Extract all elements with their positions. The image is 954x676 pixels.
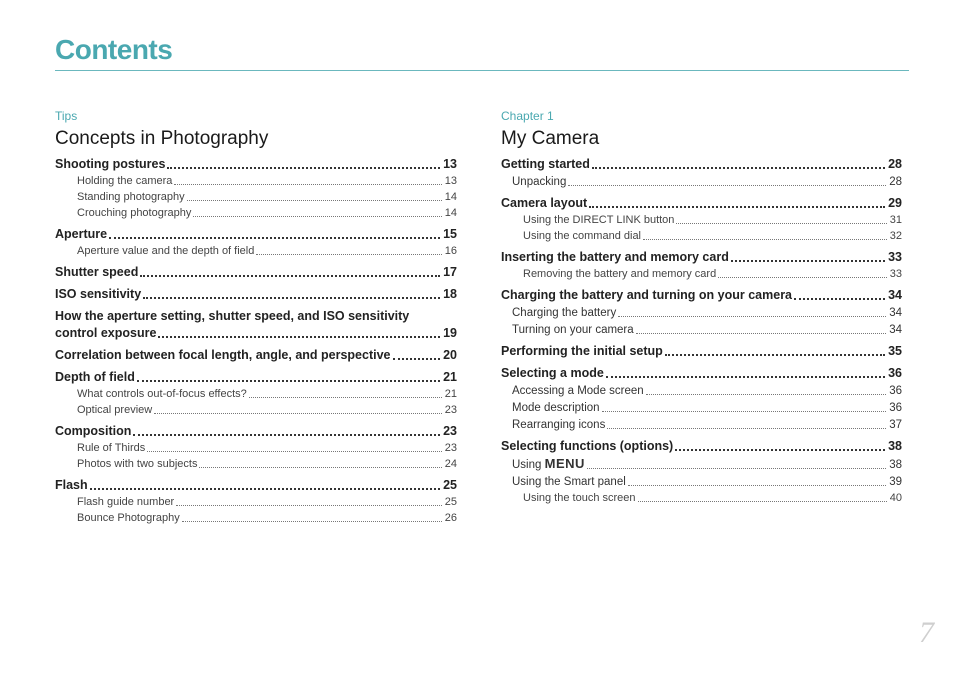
toc-entry-page: 37: [889, 419, 902, 431]
toc-subentry[interactable]: [55, 386, 457, 402]
toc-subentry[interactable]: [501, 417, 902, 433]
toc-entry-label: [512, 456, 585, 473]
toc-entry-page: 38: [889, 459, 902, 471]
toc-entry-label: Bounce Photography: [77, 512, 180, 524]
toc-entry-page: 28: [889, 176, 902, 188]
toc-entry[interactable]: [55, 369, 457, 386]
leader-dots: [636, 333, 887, 334]
toc-entry-label: Aperture: [55, 227, 108, 241]
toc-entry-label: What controls out-of-focus effects?: [77, 388, 247, 400]
toc-subentry[interactable]: [55, 173, 457, 189]
leader-dots: [193, 216, 441, 217]
toc-entry-label: Selecting a mode: [501, 366, 604, 380]
leader-dots: [176, 505, 442, 506]
toc-entry[interactable]: [55, 286, 457, 303]
toc-entry-page: 36: [888, 366, 902, 380]
toc-subentry[interactable]: [55, 510, 457, 526]
toc-subentry[interactable]: [501, 490, 902, 506]
toc-entry-label: Removing the battery and memory card: [523, 268, 717, 280]
leader-dots: [109, 237, 440, 239]
toc-entry-page: 26: [444, 512, 457, 524]
toc-entry-page: 36: [889, 402, 902, 414]
leader-dots: [249, 397, 442, 398]
toc-subentry[interactable]: [501, 456, 902, 473]
toc-entry-label: Flash: [55, 478, 88, 492]
toc-subentry[interactable]: [501, 400, 902, 416]
toc-entry-label: ISO sensitivity: [55, 287, 142, 301]
toc-subentry[interactable]: [501, 266, 902, 282]
toc-subentry[interactable]: [55, 456, 457, 472]
leader-dots: [646, 394, 887, 395]
toc-entry-label: Rearranging icons: [512, 419, 606, 431]
toc-entry-page: 34: [889, 324, 902, 336]
leader-dots: [137, 380, 440, 382]
toc-entry-label: Mode description: [512, 402, 600, 414]
toc-entry-label: Optical preview: [77, 404, 153, 416]
section-tag: Tips: [55, 109, 78, 123]
toc-entry-page: 34: [888, 288, 902, 302]
toc-entry-page: 19: [443, 326, 457, 340]
toc-entry-page: 39: [889, 476, 902, 488]
toc-entry-label: Charging the battery and turning on your camera: [501, 288, 793, 302]
leader-dots: [592, 167, 885, 169]
leader-dots: [147, 451, 441, 452]
leader-dots: [187, 200, 442, 201]
leader-dots: [718, 277, 887, 278]
toc-entry[interactable]: [55, 347, 457, 364]
toc-subentry[interactable]: [55, 440, 457, 456]
toc-entry-page: 32: [889, 230, 902, 242]
toc-entry-page: 25: [443, 478, 457, 492]
toc-entry-page: 25: [444, 496, 457, 508]
leader-dots: [182, 521, 442, 522]
toc-entry-label: Flash guide number: [77, 496, 175, 508]
toc-entry-page: 31: [889, 214, 902, 226]
toc-entry-page: 33: [888, 250, 902, 264]
toc-column-tips: [55, 108, 457, 526]
toc-entry-page: 35: [888, 344, 902, 358]
toc-entry-label: Camera layout: [501, 196, 588, 210]
toc-subentry[interactable]: [501, 228, 902, 244]
toc-entry-page: 14: [444, 191, 457, 203]
leader-dots: [589, 206, 885, 208]
toc-entry-label: Using the command dial: [523, 230, 642, 242]
leader-dots: [140, 275, 440, 277]
leader-dots: [174, 184, 441, 185]
toc-entry-label: Charging the battery: [512, 307, 617, 319]
leader-dots: [638, 501, 887, 502]
toc-entry-page: 33: [889, 268, 902, 280]
toc-entry-page: 36: [889, 385, 902, 397]
toc-subentry[interactable]: [501, 474, 902, 490]
toc-entry[interactable]: [501, 343, 902, 360]
toc-subentry[interactable]: [501, 322, 902, 338]
toc-entry[interactable]: [55, 156, 457, 173]
leader-dots: [665, 354, 885, 356]
toc-entry-page: 15: [443, 227, 457, 241]
leader-dots: [587, 468, 886, 469]
toc-entry-label: Selecting functions (options): [501, 439, 674, 453]
toc-entry-label: Composition: [55, 424, 132, 438]
toc-entry-label: Photos with two subjects: [77, 458, 198, 470]
toc-entry-label: Correlation between focal length, angle, and perspective: [55, 348, 391, 362]
leader-dots: [143, 297, 440, 299]
toc-entry-label: Standing photography: [77, 191, 185, 203]
toc-entry-label: Using the touch screen: [523, 492, 636, 504]
toc-subentry[interactable]: [55, 402, 457, 418]
toc-column-chapter1: [501, 108, 902, 506]
toc-entry-page: 16: [444, 245, 457, 257]
toc-entry-label: Aperture value and the depth of field: [77, 245, 255, 257]
toc-entry-label: Unpacking: [512, 176, 567, 188]
toc-entry-page: 13: [444, 175, 457, 187]
toc-entry-page: 13: [443, 157, 457, 171]
section-title: Concepts in Photography: [55, 128, 269, 149]
toc-entry-label: Shooting postures: [55, 157, 166, 171]
toc-entry-label: Rule of Thirds: [77, 442, 146, 454]
toc-entry-page: 18: [443, 287, 457, 301]
toc-subentry[interactable]: [501, 174, 902, 190]
toc-subentry[interactable]: [501, 212, 902, 228]
toc-entry-page: 23: [443, 424, 457, 438]
toc-entry-label: Crouching photography: [77, 207, 192, 219]
toc-entry[interactable]: [55, 264, 457, 281]
leader-dots: [628, 485, 886, 486]
toc-entry-page: 24: [444, 458, 457, 470]
leader-dots: [607, 428, 886, 429]
leader-dots: [199, 467, 441, 468]
toc-subentry[interactable]: [55, 205, 457, 221]
section-title: My Camera: [501, 128, 600, 149]
toc-entry[interactable]: [501, 438, 902, 455]
toc-entry-label: Depth of field: [55, 370, 135, 384]
toc-entry-page: 34: [889, 307, 902, 319]
leader-dots: [794, 298, 885, 300]
toc-entry-label: Holding the camera: [77, 175, 173, 187]
toc-entry-page: 14: [444, 207, 457, 219]
toc-entry-page: 23: [444, 442, 457, 454]
toc-entry-page: 20: [443, 348, 457, 362]
leader-dots: [167, 167, 440, 169]
toc-subentry[interactable]: [55, 494, 457, 510]
leader-dots: [602, 411, 887, 412]
toc-entry-page: 38: [888, 439, 902, 453]
toc-entry-label: Performing the initial setup: [501, 344, 663, 358]
leader-dots: [568, 185, 886, 186]
toc-entry[interactable]: [501, 156, 902, 173]
toc-entry-label: Getting started: [501, 157, 590, 171]
page-title: Contents: [55, 34, 173, 65]
page-number: 7: [919, 616, 934, 649]
toc-entry-label: Shutter speed: [55, 265, 139, 279]
title-divider: [55, 70, 909, 71]
toc-subentry[interactable]: [55, 243, 457, 259]
leader-dots: [676, 223, 886, 224]
toc-entry-page: 21: [444, 388, 457, 400]
toc-entry-label: Inserting the battery and memory card: [501, 250, 729, 264]
leader-dots: [731, 260, 885, 262]
toc-entry[interactable]: [55, 423, 457, 440]
toc-entry[interactable]: [55, 477, 457, 494]
leader-dots: [133, 434, 440, 436]
toc-entry[interactable]: [501, 287, 902, 304]
toc-entry-label: Using the Smart panel: [512, 476, 626, 488]
leader-dots: [618, 316, 886, 317]
leader-dots: [675, 449, 885, 451]
toc-entry-page: 28: [888, 157, 902, 171]
toc-subentry[interactable]: [55, 189, 457, 205]
leader-dots: [154, 413, 442, 414]
leader-dots: [90, 488, 440, 490]
toc-entry-label: Accessing a Mode screen: [512, 385, 644, 397]
toc-entry-label: control exposure: [55, 326, 157, 340]
toc-subentry[interactable]: [501, 305, 902, 321]
toc-entry[interactable]: [501, 365, 902, 382]
toc-entry-page: 29: [888, 196, 902, 210]
toc-entry[interactable]: [55, 325, 457, 342]
toc-entry-page: 23: [444, 404, 457, 416]
menu-button-icon: MENU: [544, 456, 585, 471]
toc-entry[interactable]: [55, 226, 457, 243]
section-tag: Chapter 1: [501, 109, 554, 123]
toc-entry-page: 17: [443, 265, 457, 279]
leader-dots: [393, 358, 441, 360]
leader-dots: [256, 254, 441, 255]
toc-subentry[interactable]: [501, 383, 902, 399]
leader-dots: [606, 376, 885, 378]
toc-entry-label: Using the DIRECT LINK button: [523, 214, 675, 226]
leader-dots: [643, 239, 887, 240]
toc-entry-page: 21: [443, 370, 457, 384]
toc-entry-label: Turning on your camera: [512, 324, 634, 336]
toc-entry-page: 40: [889, 492, 902, 504]
toc-entry[interactable]: [501, 249, 902, 266]
toc-entry[interactable]: [501, 195, 902, 212]
leader-dots: [158, 336, 440, 338]
toc-entry-label-line1[interactable]: How the aperture setting, shutter speed, and ISO sensitivity: [55, 309, 410, 323]
toc-entry-label-text: Using: [512, 459, 542, 471]
